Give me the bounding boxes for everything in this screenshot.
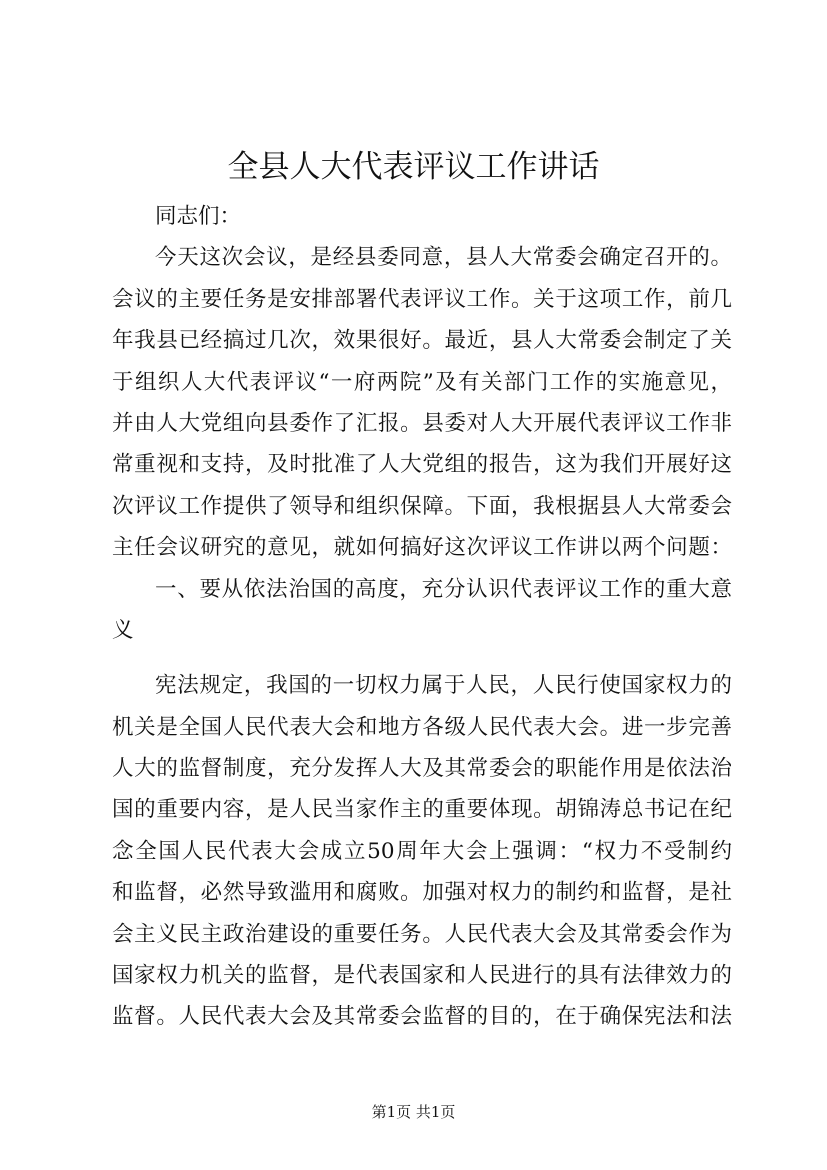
paragraph-line: 于组织人大代表评议“一府两院”及有关部门工作的实施意见， bbox=[112, 369, 732, 395]
paragraph-line: 宪法规定，我国的一切权力属于人民，人民行使国家权力的 bbox=[155, 673, 732, 699]
paragraph-line: 并由人大党组向县委作了汇报。县委对人大开展代表评议工作非 bbox=[112, 410, 732, 436]
paragraph-line: 年我县已经搞过几次，效果很好。最近，县人大常委会制定了关 bbox=[112, 328, 732, 354]
paragraph-line: 今天这次会议，是经县委同意，县人大常委会确定召开的。 bbox=[155, 245, 732, 271]
paragraph-line: 国的重要内容，是人民当家作主的重要体现。胡锦涛总书记在纪 bbox=[112, 797, 732, 823]
document-title: 全县人大代表评议工作讲话 bbox=[227, 149, 600, 185]
document-body bbox=[112, 196, 732, 1038]
paragraph-line: 次评议工作提供了领导和组织保障。下面，我根据县人大常委会 bbox=[112, 493, 732, 519]
paragraph-line: 监督。人民代表大会及其常委会监督的目的，在于确保宪法和法 bbox=[112, 1004, 732, 1030]
paragraph-line: 念全国人民代表大会成立50周年大会上强调：“权力不受制约 bbox=[112, 838, 732, 864]
section-heading-line: 一、要从依法治国的高度，充分认识代表评议工作的重大意 bbox=[155, 576, 732, 602]
section-heading-line: 义 bbox=[112, 617, 134, 643]
paragraph-line: 会主义民主政治建设的重要任务。人民代表大会及其常委会作为 bbox=[112, 921, 732, 947]
paragraph-line: 国家权力机关的监督，是代表国家和人民进行的具有法律效力的 bbox=[112, 963, 732, 989]
paragraph-line: 常重视和支持，及时批准了人大党组的报告，这为我们开展好这 bbox=[112, 452, 732, 478]
page-number-footer: 第1页 共1页 bbox=[371, 1103, 456, 1121]
salutation-line: 同志们： bbox=[155, 204, 242, 229]
paragraph-line: 人大的监督制度，充分发挥人大及其常委会的职能作用是依法治 bbox=[112, 756, 732, 782]
paragraph-line: 和监督，必然导致滥用和腐败。加强对权力的制约和监督，是社 bbox=[112, 880, 732, 906]
paragraph-line: 机关是全国人民代表大会和地方各级人民代表大会。进一步完善 bbox=[112, 714, 732, 740]
paragraph-line: 会议的主要任务是安排部署代表评议工作。关于这项工作，前几 bbox=[112, 286, 732, 312]
paragraph-line: 主任会议研究的意见，就如何搞好这次评议工作讲以两个问题： bbox=[112, 535, 732, 561]
